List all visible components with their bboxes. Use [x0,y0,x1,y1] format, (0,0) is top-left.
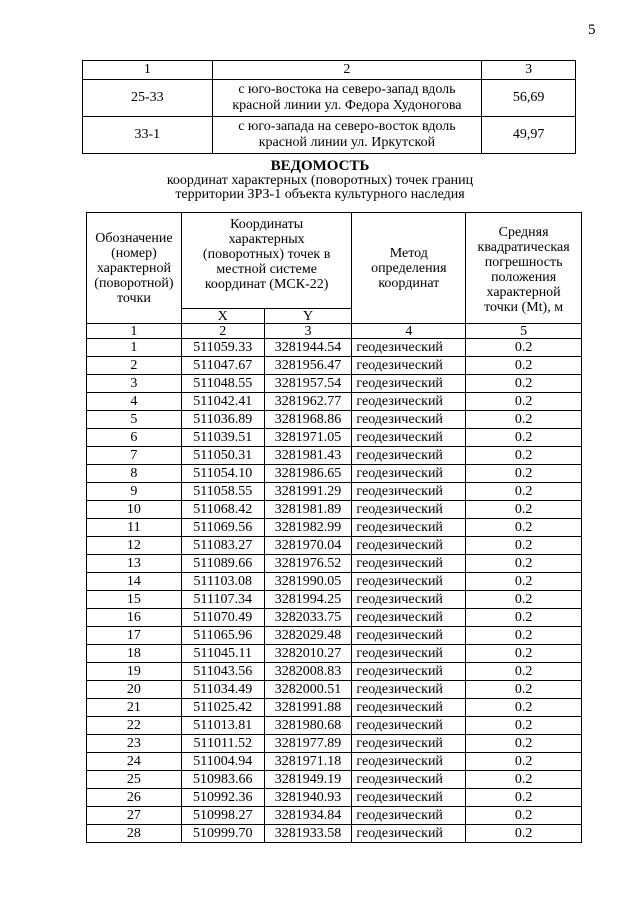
point-number-cell: 19 [87,663,182,681]
table-row [87,717,582,735]
header-coordinates [181,213,352,309]
table-row [87,465,582,483]
method-cell: геодезический [352,681,466,699]
method-cell: геодезический [352,627,466,645]
mean-error-cell: 0.2 [466,699,582,717]
y-coordinate-cell: 3282000.51 [264,681,352,699]
table-row [87,555,582,573]
method-cell: геодезический [352,411,466,429]
x-coordinate-cell: 511083.27 [181,537,264,555]
point-number-cell: 24 [87,753,182,771]
mean-error-cell: 0.2 [466,717,582,735]
column-number-cell: 2 [212,61,481,80]
mean-error-cell: 0.2 [466,573,582,591]
x-coordinate-cell: 510983.66 [181,771,264,789]
table-row [87,753,582,771]
table-row [87,429,582,447]
y-coordinate-cell: 3281962.77 [264,393,352,411]
x-coordinate-cell: 511034.49 [181,681,264,699]
mean-error-cell: 0.2 [466,753,582,771]
header-line: характерной [96,260,172,276]
method-cell: геодезический [352,375,466,393]
x-coordinate-cell: 511013.81 [181,717,264,735]
header-point-designation [87,213,182,324]
method-cell: геодезический [352,393,466,411]
header-line: (поворотных) точек в [202,247,331,262]
x-coordinate-cell: 511042.41 [181,393,264,411]
point-number-cell: 1 [87,339,182,357]
method-cell: геодезический [352,519,466,537]
table-row [87,627,582,645]
table-row [87,519,582,537]
x-coordinate-cell: 510999.70 [181,825,264,843]
page-number: 5 [588,22,596,38]
header-line: Координаты [230,217,304,232]
method-cell: геодезический [352,483,466,501]
x-coordinate-cell: 511059.33 [181,339,264,357]
point-number-cell: 15 [87,591,182,609]
table-row [87,501,582,519]
coordinates-table-body [87,339,582,843]
method-cell: геодезический [352,717,466,735]
document-subtitle-line: территории ЗРЗ-1 объекта культурного наследия [175,187,465,202]
mean-error-cell: 0.2 [466,411,582,429]
mean-error-cell: 0.2 [466,771,582,789]
header-line: местной системе [216,262,317,277]
description-line: красной линии ул. Иркутской [258,135,436,150]
point-number-cell: 28 [87,825,182,843]
mean-error-cell: 0.2 [466,429,582,447]
method-cell: геодезический [352,609,466,627]
point-number-cell: 18 [87,645,182,663]
table-row [87,537,582,555]
y-coordinate-cell: 3281940.93 [264,789,352,807]
table-header-row [87,213,582,309]
segment-description-cell [212,80,481,117]
x-coordinate-cell: 510998.27 [181,807,264,825]
mean-error-cell: 0.2 [466,339,582,357]
header-y: Y [264,309,352,324]
header-line: (номер) [111,245,157,261]
method-cell: геодезический [352,429,466,447]
x-coordinate-cell: 511107.34 [181,591,264,609]
method-cell: геодезический [352,357,466,375]
segment-description-cell [212,117,481,154]
header-line: точки (Mt), м [484,300,564,315]
point-number-cell: 17 [87,627,182,645]
method-cell: геодезический [352,699,466,717]
description-line: с юго-востока на северо-запад вдоль [238,82,456,97]
table-row [87,591,582,609]
y-coordinate-cell: 3281971.05 [264,429,352,447]
segment-id-cell: 25-33 [83,80,213,117]
column-number-cell: 1 [87,324,182,339]
table-row [87,447,582,465]
table-row [87,483,582,501]
header-line: координат (МСК-22) [204,277,329,292]
table-row [87,699,582,717]
point-number-cell: 12 [87,537,182,555]
table-row [87,825,582,843]
mean-error-cell: 0.2 [466,807,582,825]
point-number-cell: 14 [87,573,182,591]
header-x: X [181,309,264,324]
column-number-cell: 2 [181,324,264,339]
y-coordinate-cell: 3281986.65 [264,465,352,483]
y-coordinate-cell: 3281981.89 [264,501,352,519]
column-number-cell: 5 [466,324,582,339]
mean-error-cell: 0.2 [466,375,582,393]
x-coordinate-cell: 511036.89 [181,411,264,429]
y-coordinate-cell: 3282029.48 [264,627,352,645]
table-row [87,375,582,393]
mean-error-cell: 0.2 [466,789,582,807]
point-number-cell: 22 [87,717,182,735]
table-row [87,663,582,681]
table-row [87,807,582,825]
y-coordinate-cell: 3281968.86 [264,411,352,429]
y-coordinate-cell: 3281970.04 [264,537,352,555]
point-number-cell: 27 [87,807,182,825]
point-number-cell: 26 [87,789,182,807]
table-row [83,80,576,117]
column-numbers-row [87,324,582,339]
y-coordinate-cell: 3282010.27 [264,645,352,663]
mean-error-cell: 0.2 [466,681,582,699]
table-row [87,411,582,429]
x-coordinate-cell: 511047.67 [181,357,264,375]
method-cell: геодезический [352,825,466,843]
point-number-cell: 8 [87,465,182,483]
table-row [87,645,582,663]
y-coordinate-cell: 3281957.54 [264,375,352,393]
point-number-cell: 13 [87,555,182,573]
table-row [87,609,582,627]
y-coordinate-cell: 3281991.88 [264,699,352,717]
header-line: (поворотной) [94,275,174,291]
point-number-cell: 11 [87,519,182,537]
header-line: Средняя [498,225,549,240]
y-coordinate-cell: 3281956.47 [264,357,352,375]
x-coordinate-cell: 511058.55 [181,483,264,501]
table-row [87,573,582,591]
y-coordinate-cell: 3281982.99 [264,519,352,537]
y-coordinate-cell: 3281934.84 [264,807,352,825]
point-number-cell: 23 [87,735,182,753]
x-coordinate-cell: 511089.66 [181,555,264,573]
table-row [87,789,582,807]
point-number-cell: 5 [87,411,182,429]
point-number-cell: 25 [87,771,182,789]
method-cell: геодезический [352,645,466,663]
point-number-cell: 9 [87,483,182,501]
segment-id-cell: 33-1 [83,117,213,154]
method-cell: геодезический [352,555,466,573]
x-coordinate-cell: 511004.94 [181,753,264,771]
mean-error-cell: 0.2 [466,447,582,465]
x-coordinate-cell: 511050.31 [181,447,264,465]
method-cell: геодезический [352,573,466,591]
mean-error-cell: 0.2 [466,465,582,483]
method-cell: геодезический [352,591,466,609]
header-mean-error [466,213,582,324]
y-coordinate-cell: 3281980.68 [264,717,352,735]
table-row [87,771,582,789]
document-subtitle-line: координат характерных (поворотных) точек границ [166,173,474,188]
x-coordinate-cell: 511048.55 [181,375,264,393]
point-number-cell: 2 [87,357,182,375]
table-row [83,117,576,154]
x-coordinate-cell: 511054.10 [181,465,264,483]
point-number-cell: 4 [87,393,182,411]
method-cell: геодезический [352,339,466,357]
segment-length-cell: 56,69 [482,80,576,117]
y-coordinate-cell: 3281990.05 [264,573,352,591]
mean-error-cell: 0.2 [466,537,582,555]
point-number-cell: 16 [87,609,182,627]
header-line: погрешность [484,255,563,270]
description-line: красной линии ул. Федора Худоногова [232,98,462,113]
x-coordinate-cell: 511043.56 [181,663,264,681]
point-number-cell: 3 [87,375,182,393]
header-line: координат [378,275,440,291]
mean-error-cell: 0.2 [466,645,582,663]
boundary-segments-table [82,60,576,154]
mean-error-cell: 0.2 [466,393,582,411]
table-header-row [83,61,576,80]
mean-error-cell: 0.2 [466,627,582,645]
table-row [87,393,582,411]
point-number-cell: 7 [87,447,182,465]
mean-error-cell: 0.2 [466,609,582,627]
y-coordinate-cell: 3281944.54 [264,339,352,357]
column-number-cell: 3 [482,61,576,80]
method-cell: геодезический [352,447,466,465]
x-coordinate-cell: 511011.52 [181,735,264,753]
description-line: с юго-запада на северо-восток вдоль [238,119,456,134]
column-number-cell: 1 [83,61,213,80]
method-cell: геодезический [352,663,466,681]
x-coordinate-cell: 511070.49 [181,609,264,627]
mean-error-cell: 0.2 [466,555,582,573]
y-coordinate-cell: 3281977.89 [264,735,352,753]
table-row [87,339,582,357]
column-number-cell: 3 [264,324,352,339]
method-cell: геодезический [352,465,466,483]
x-coordinate-cell: 511068.42 [181,501,264,519]
header-line: характерной [486,285,561,300]
method-cell: геодезический [352,771,466,789]
mean-error-cell: 0.2 [466,663,582,681]
mean-error-cell: 0.2 [466,357,582,375]
mean-error-cell: 0.2 [466,735,582,753]
y-coordinate-cell: 3281994.25 [264,591,352,609]
segment-length-cell: 49,97 [482,117,576,154]
column-number-cell: 4 [352,324,466,339]
mean-error-cell: 0.2 [466,519,582,537]
x-coordinate-cell: 510992.36 [181,789,264,807]
method-cell: геодезический [352,807,466,825]
y-coordinate-cell: 3282008.83 [264,663,352,681]
coordinates-table [86,212,582,843]
header-line: Метод [389,245,428,261]
point-number-cell: 21 [87,699,182,717]
table-row [87,681,582,699]
x-coordinate-cell: 511103.08 [181,573,264,591]
y-coordinate-cell: 3281971.18 [264,753,352,771]
header-line: определения [371,260,447,276]
mean-error-cell: 0.2 [466,825,582,843]
header-method [352,213,466,324]
table-row [87,357,582,375]
method-cell: геодезический [352,735,466,753]
point-number-cell: 10 [87,501,182,519]
y-coordinate-cell: 3281976.52 [264,555,352,573]
header-line: характерных [228,232,305,247]
method-cell: геодезический [352,753,466,771]
y-coordinate-cell: 3281991.29 [264,483,352,501]
header-line: квадратическая [477,240,570,255]
y-coordinate-cell: 3281933.58 [264,825,352,843]
x-coordinate-cell: 511065.96 [181,627,264,645]
x-coordinate-cell: 511025.42 [181,699,264,717]
x-coordinate-cell: 511069.56 [181,519,264,537]
header-line: положения [491,270,557,285]
y-coordinate-cell: 3281981.43 [264,447,352,465]
x-coordinate-cell: 511039.51 [181,429,264,447]
document-title: ВЕДОМОСТЬ [270,158,370,174]
mean-error-cell: 0.2 [466,591,582,609]
table-row [87,735,582,753]
header-line: Обозначение [95,230,173,246]
y-coordinate-cell: 3282033.75 [264,609,352,627]
y-coordinate-cell: 3281949.19 [264,771,352,789]
point-number-cell: 6 [87,429,182,447]
x-coordinate-cell: 511045.11 [181,645,264,663]
method-cell: геодезический [352,501,466,519]
method-cell: геодезический [352,537,466,555]
header-line: точки [116,290,151,306]
mean-error-cell: 0.2 [466,501,582,519]
method-cell: геодезический [352,789,466,807]
point-number-cell: 20 [87,681,182,699]
mean-error-cell: 0.2 [466,483,582,501]
